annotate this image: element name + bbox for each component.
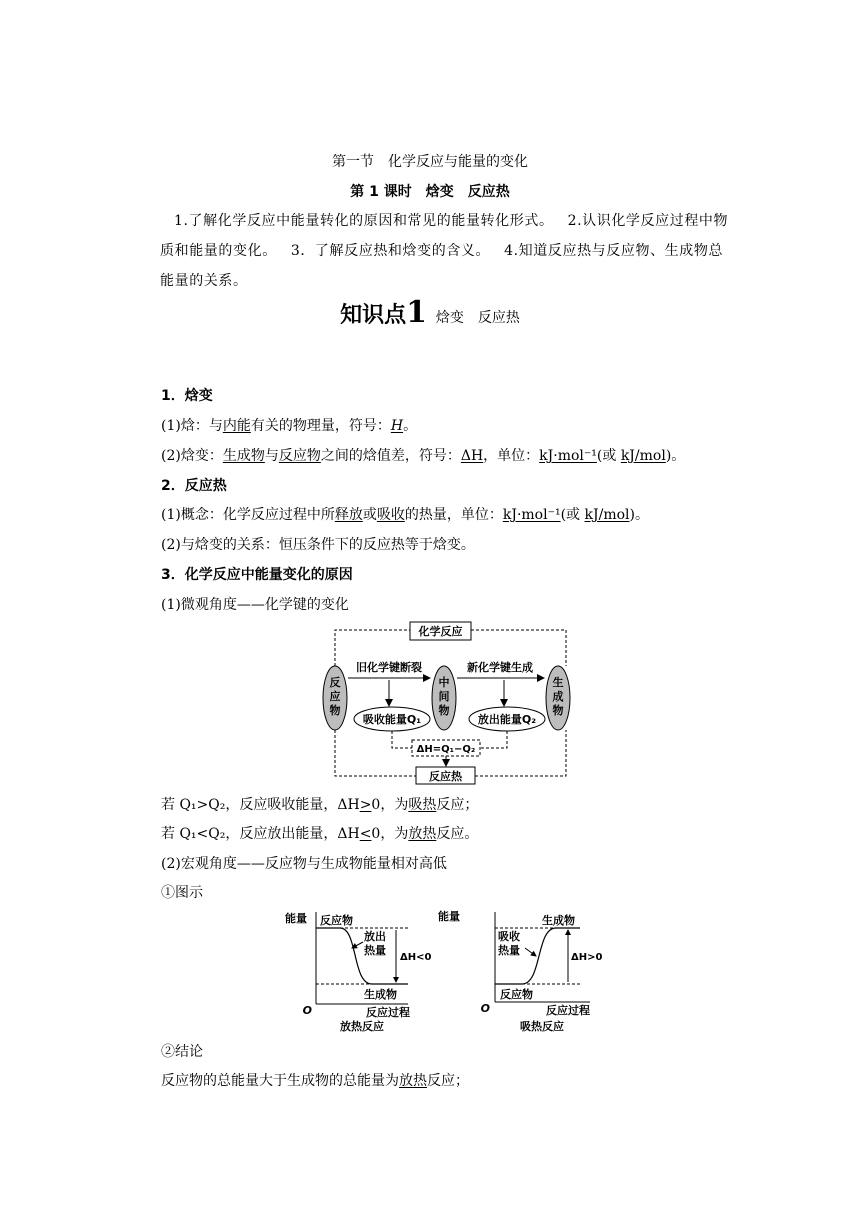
text: 的热量，单位： (404, 507, 503, 523)
blank-answer: kJ/mol (584, 507, 630, 523)
reactant-char-3: 物 (329, 704, 341, 717)
text: 若 Q₁<Q₂，反应放出能量，ΔH (161, 826, 360, 842)
left-note-2: 热量 (364, 944, 386, 957)
right-bottom-label: 反应物 (500, 988, 533, 1001)
s2-heading: 2．反应热 (161, 478, 227, 494)
origin-right: O (480, 1002, 490, 1015)
reactant-char-2: 应 (329, 690, 341, 703)
s1-heading: 1．焓变 (161, 388, 213, 404)
text: 反应； (427, 1073, 469, 1089)
text: 若 Q₁>Q₂，反应吸收能量，ΔH (161, 797, 360, 813)
learning-objectives (160, 206, 730, 296)
blank-answer: H (390, 418, 404, 434)
s1-line1 (161, 416, 417, 436)
left-note-1: 放出 (364, 930, 386, 943)
objective-2: 2.认识化学反应过程中物质和能量的变化。 (160, 213, 729, 259)
break-label: 旧化学键断裂 (356, 661, 422, 674)
lesson-title: 第 1 课时 焓变 反应热 (350, 184, 510, 200)
right-note-2: 热量 (498, 944, 520, 957)
reactant-char-1: 反 (329, 676, 341, 689)
objective-1: 1.了解化学反应中能量转化的原因和常见的能量转化形式。 (174, 213, 554, 229)
exothermic-curve (316, 928, 408, 984)
x-axis-label-left: 反应过程 (366, 1006, 410, 1019)
top-box-label: 化学反应 (418, 625, 463, 638)
s3-conclusion-label: ②结论 (161, 1044, 203, 1060)
text: 有关的物理量，符号： (250, 418, 391, 434)
text: (2)焓变： (161, 448, 223, 464)
s3-macro: (2)宏观角度——反应物与生成物能量相对高低 (161, 856, 447, 872)
release-connector (480, 731, 507, 748)
text: 之间的焓值差，符号： (320, 448, 461, 464)
knowledge-point-label: 知识点 (340, 303, 407, 328)
left-bottom-label: 生成物 (364, 988, 397, 1001)
s3-figure-label: ①图示 (161, 885, 203, 901)
blank-answer: kJ/mol (620, 448, 666, 464)
right-note-1: 吸收 (498, 930, 520, 943)
blank-answer: ΔH (460, 448, 484, 464)
text: 。 (403, 418, 418, 434)
blank-answer: 反应物 (278, 448, 321, 464)
blank-answer: 内能 (222, 418, 251, 434)
text: 反应物的总能量大于生成物的总能量为 (161, 1073, 399, 1089)
blank-answer: < (359, 826, 372, 842)
product-char-3: 物 (552, 704, 564, 717)
text: (或 (596, 448, 621, 464)
endothermic-plot (438, 909, 602, 1033)
text: 0，为 (371, 826, 409, 842)
right-delta-label: ΔH>0 (571, 952, 603, 963)
blank-answer: 放热 (399, 1073, 427, 1089)
y-axis-label-right: 能量 (438, 910, 460, 923)
text: (1)概念：化学反应过程中所 (161, 507, 335, 523)
absorb-label: 吸收能量Q₁ (362, 713, 422, 726)
energy-profile-diagrams (280, 906, 610, 1036)
bottom-box-label: 反应热 (429, 770, 462, 783)
blank-answer: kJ·mol⁻¹ (539, 448, 597, 464)
s2-line1 (161, 505, 649, 525)
intermediate-char-1: 中 (438, 676, 450, 689)
left-top-label: 反应物 (320, 914, 353, 927)
left-caption: 放热反应 (340, 1020, 384, 1033)
text: 反应。 (436, 826, 479, 842)
text: )。 (629, 507, 649, 523)
text: (1)焓：与 (161, 418, 223, 434)
blank-answer: 生成物 (222, 448, 265, 464)
origin-left: O (302, 1004, 312, 1017)
intermediate-char-3: 物 (438, 704, 450, 717)
blank-answer: kJ·mol⁻¹ (502, 507, 561, 523)
knowledge-point-number: 1 (406, 295, 427, 330)
product-char-1: 生 (552, 676, 564, 689)
s3-micro: (1)微观角度——化学键的变化 (161, 597, 349, 613)
text: 与 (264, 448, 279, 464)
x-axis-label-right: 反应过程 (546, 1004, 590, 1017)
form-label: 新化学键生成 (467, 661, 533, 674)
exothermic-plot (285, 911, 431, 1033)
absorb-connector (392, 731, 412, 748)
release-label: 放出能量Q₂ (477, 713, 537, 726)
bond-change-diagram (320, 620, 580, 786)
s3-conclusion (161, 1071, 469, 1091)
intermediate-char-2: 间 (438, 690, 450, 703)
s1-line2 (161, 446, 685, 466)
text: 或 (362, 507, 377, 523)
text: )。 (665, 448, 686, 464)
knowledge-point-heading (0, 296, 860, 335)
knowledge-point-topic: 焓变 反应热 (435, 310, 520, 326)
text: 0，为 (371, 797, 409, 813)
text: 反应； (436, 797, 479, 813)
right-note-arrow (525, 948, 536, 956)
right-top-label: 生成物 (542, 914, 575, 927)
objective-4: 4.知道反应热与反应物、生成物总能量的关系。 (160, 243, 724, 289)
blank-answer: 吸热 (408, 797, 437, 813)
s3-condition-1 (161, 795, 478, 815)
left-delta-label: ΔH<0 (400, 952, 432, 963)
blank-answer: > (359, 797, 372, 813)
product-char-2: 成 (552, 690, 564, 703)
y-axis-label-left: 能量 (285, 912, 307, 925)
objective-3: 3．了解反应热和焓变的含义。 (290, 243, 491, 259)
left-note-arrow (352, 942, 363, 948)
s3-condition-2 (161, 824, 478, 844)
delta-label: ΔH=Q₁−Q₂ (416, 744, 476, 755)
blank-answer: 吸收 (376, 507, 405, 523)
right-caption: 吸热反应 (520, 1020, 564, 1033)
text: (或 (560, 507, 585, 523)
s3-heading: 3．化学反应中能量变化的原因 (161, 567, 353, 583)
blank-answer: 释放 (334, 507, 363, 523)
section-title: 第一节 化学反应与能量的变化 (332, 154, 528, 170)
blank-answer: 放热 (408, 826, 437, 842)
text: ，单位： (483, 448, 540, 464)
s2-line2: (2)与焓变的关系：恒压条件下的反应热等于焓变。 (161, 537, 475, 553)
